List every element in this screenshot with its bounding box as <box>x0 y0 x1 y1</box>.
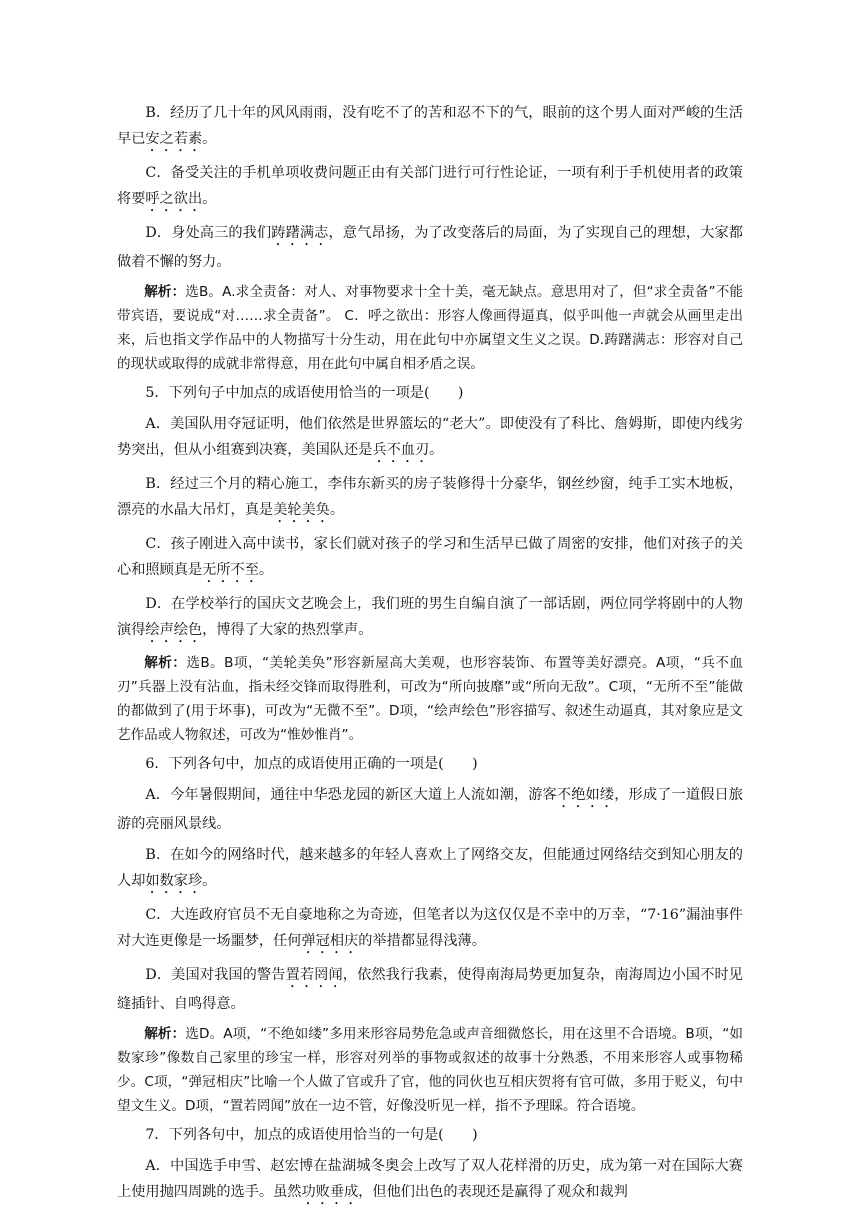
dotted-idiom: 如数家珍 <box>145 873 203 889</box>
q4-option-d: D．身处高三的我们踌躇满志，意气昂扬，为了改变落后的局面，为了实现自己的理想，大家都做着不懈的努力。 <box>117 225 743 270</box>
q6-option-c: C．大连政府官员不无自豪地称之为奇迹，但笔者以为这仅仅是不幸中的万幸，“7·16”漏油事件对大连更像是一场噩梦，任何弹冠相庆的举措都显得浅薄。 <box>117 907 743 949</box>
analysis-label: 解析： <box>144 655 187 671</box>
dotted-idiom: 不绝如缕 <box>556 787 615 803</box>
dotted-idiom: 兵不血刃 <box>372 442 430 458</box>
q4-analysis: 解析：选B。A.求全责备：对人、对事物要求十全十美，毫无缺点。意思用对了，但“求全责备”不能带宾语，要说成“对……求全责备”。 C．呼之欲出：形容人像画得逼真，似乎叫他一声就会从画里走出来，后也指文学作品中的人物描写十分生动，用在此句中亦属望文生义之误。D.踌躇满志：形容对自己的现状或取得的成就非常得意，用在此句中属自相矛盾之误。 <box>117 284 744 372</box>
dotted-idiom: 功败垂成 <box>301 1184 359 1200</box>
q6-stem: 6．下列各句中，加点的成语使用正确的一项是( ) <box>145 756 478 772</box>
dotted-idiom: 弹冠相庆 <box>301 933 359 949</box>
dotted-idiom: 无所不至 <box>202 562 259 578</box>
dotted-idiom: 安之若素 <box>145 131 203 147</box>
q7-stem: 7．下列各句中，加点的成语使用恰当的一句是( ) <box>145 1127 478 1143</box>
document-page <box>117 100 743 1213</box>
q5-option-b: B．经过三个月的精心施工，李伟东新买的房子装修得十分豪华，钢丝纱窗，纯手工实木地板，漂亮的水晶大吊灯，真是美轮美奂。 <box>117 476 743 518</box>
analysis-label: 解析： <box>144 1026 186 1042</box>
dotted-idiom: 呼之欲出 <box>145 191 203 207</box>
q5-analysis: 解析：选B。B项，“美轮美奂”形容新屋高大美观，也形容装饰、布置等美好漂亮。A项，“兵不血刃”兵器上没有沾血，指未经交锋而取得胜利，可改为“所向披靡”或“所向无敌”。C项，“无所不至”能做的都做到了(用于坏事)，可改为“无微不至”。D项，“绘声绘色”形容描写、叙述生动逼真，其对象应是文艺作品或人物叙述，可改为“惟妙惟肖”。 <box>117 655 744 743</box>
q4-option-c: C．备受关注的手机单项收费问题正由有关部门进行可行性论证，一项有利于手机使用者的政策将要呼之欲出。 <box>117 165 743 207</box>
q5-option-c: C．孩子刚进入高中读书，家长们就对孩子的学习和生活早已做了周密的安排，他们对孩子的关心和照顾真是无所不至。 <box>117 536 743 578</box>
dotted-idiom: 绘声绘色 <box>145 622 203 638</box>
q6-option-a: A．今年暑假期间，通往中华恐龙园的新区大道上人流如潮，游客不绝如缕，形成了一道假日旅游的亮丽风景线。 <box>117 787 743 832</box>
q6-option-b: B．在如今的网络时代，越来越多的年轻人喜欢上了网络交友，但能通过网络结交到知心朋友的人却如数家珍。 <box>117 847 743 889</box>
q5-stem: 5．下列句子中加点的成语使用恰当的一项是( ) <box>145 385 464 401</box>
q5-option-a: A．美国队用夺冠证明，他们依然是世界篮坛的“老大”。即使没有了科比、詹姆斯，即使内线劣势突出，但从小组赛到决赛，美国队还是兵不血刃。 <box>117 416 743 458</box>
dotted-idiom: 美轮美奂 <box>273 502 330 518</box>
q7-option-a: A．中国选手申雪、赵宏博在盐湖城冬奥会上改写了双人花样滑的历史，成为第一对在国际大赛上使用抛四周跳的选手。虽然功败垂成，但他们出色的表现还是赢得了观众和裁判 <box>117 1158 743 1200</box>
analysis-label: 解析： <box>144 284 186 300</box>
dotted-idiom: 置若罔闻 <box>285 967 343 983</box>
q4-option-b: B．经历了几十年的风风雨雨，没有吃不了的苦和忍不下的气，眼前的这个男人面对严峻的生活早已安之若素。 <box>117 105 743 147</box>
q6-analysis: 解析：选D。A项，“不绝如缕”多用来形容局势危急或声音细微悠长，用在这里不合语境。B项，“如数家珍”像数自己家里的珍宝一样，形容对列举的事物或叙述的故事十分熟悉，不用来形容人或事物稀少。C项，“弹冠相庆”比喻一个人做了官或升了官，他的同伙也互相庆贺将有官可做，多用于贬义，句中望文生义。D项，“置若罔闻”放在一边不管，好像没听见一样，指不予理睬。符合语境。 <box>117 1026 744 1114</box>
dotted-idiom: 踌躇满志 <box>271 225 329 241</box>
q6-option-d: D．美国对我国的警告置若罔闻，依然我行我素，使得南海局势更加复杂，南海周边小国不时见缝插针、自鸣得意。 <box>117 967 743 1012</box>
q5-option-d: D．在学校举行的国庆文艺晚会上，我们班的男生自编自演了一部话剧，两位同学将剧中的人物演得绘声绘色，博得了大家的热烈掌声。 <box>117 596 743 638</box>
